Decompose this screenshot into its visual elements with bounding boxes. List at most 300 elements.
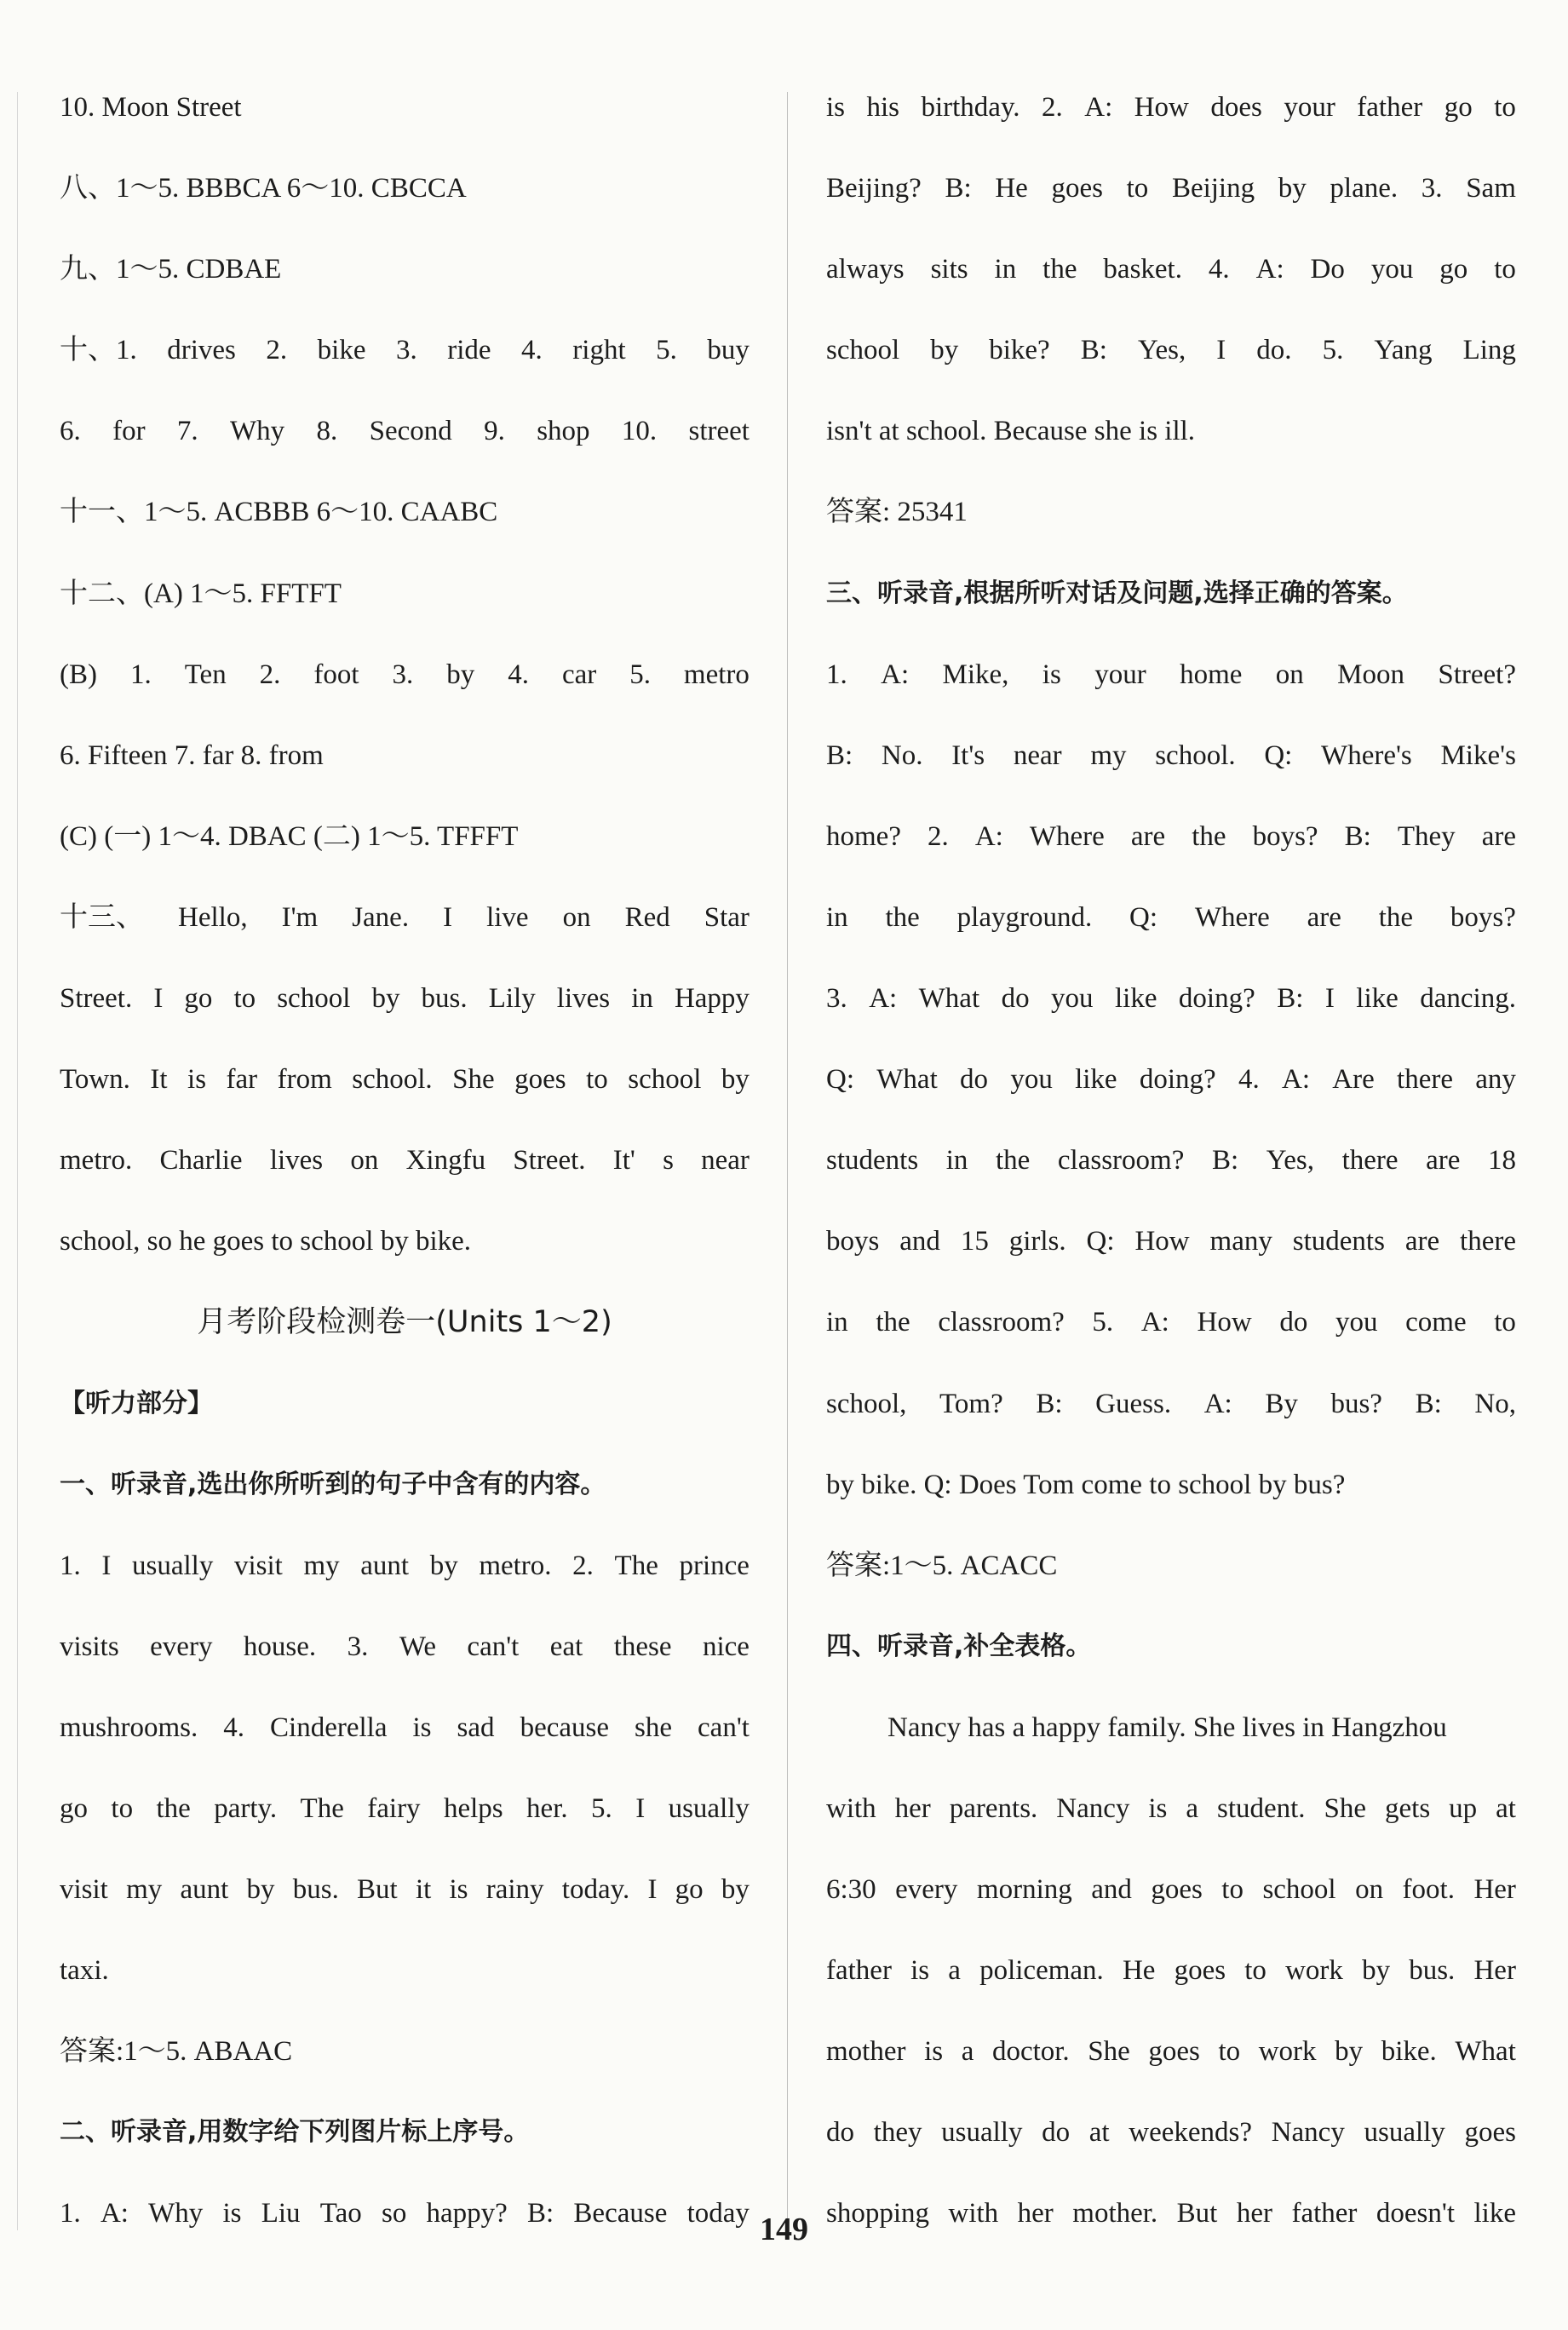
word: mother.	[1072, 2198, 1158, 2229]
word: doing?	[1139, 1064, 1216, 1096]
word: 3.	[392, 659, 414, 690]
text-line: 答案: 25341	[826, 497, 968, 528]
word: It	[150, 1064, 168, 1096]
word: his	[866, 92, 899, 123]
word: visit	[233, 1550, 283, 1581]
text-line: school, so he goes to school by bike.	[60, 1226, 472, 1257]
word: 3.	[826, 983, 847, 1015]
word: metro	[683, 659, 750, 690]
word: 7.	[176, 416, 198, 447]
word: Do	[1310, 254, 1345, 285]
word: like	[1075, 1064, 1117, 1096]
word: The	[614, 1550, 658, 1581]
word: every	[150, 1631, 213, 1662]
word: I	[153, 983, 164, 1015]
word: 5.	[1322, 335, 1344, 366]
text-line	[826, 1216, 1516, 1297]
word: house.	[243, 1631, 317, 1662]
word: birthday.	[921, 92, 1020, 123]
word: classroom?	[938, 1307, 1065, 1338]
word: Hello,	[178, 901, 248, 933]
word: go	[60, 1792, 88, 1824]
word: school	[826, 335, 900, 366]
word: bus.	[292, 1874, 339, 1906]
word: Tao	[319, 2198, 362, 2229]
word: are	[1481, 820, 1516, 852]
right-column	[826, 82, 1516, 2270]
text-line	[60, 1621, 750, 1702]
section-heading: 二、听录音,用数字给下列图片标上序号。	[60, 2117, 530, 2148]
word: How	[1197, 1307, 1252, 1338]
word: so	[381, 2198, 407, 2229]
word: by	[1362, 1955, 1391, 1987]
word: aunt	[360, 1550, 410, 1581]
word: in	[631, 983, 653, 1015]
word: work	[1285, 1955, 1343, 1987]
word: is	[924, 2036, 944, 2068]
word: in	[945, 1145, 968, 1177]
text-line	[60, 406, 750, 486]
word: is	[1148, 1792, 1168, 1824]
word: and	[1091, 1874, 1132, 1906]
word: from	[277, 1064, 332, 1096]
word: Beijing?	[826, 173, 922, 204]
text-line	[826, 1297, 1516, 1378]
text-line	[826, 2026, 1516, 2107]
word: eat	[549, 1631, 583, 1662]
text-line	[826, 82, 1516, 163]
page-number: 149	[760, 2212, 808, 2247]
word: a	[961, 2036, 974, 2068]
word: weekends?	[1129, 2117, 1253, 2149]
word: ride	[447, 335, 491, 366]
text-line	[60, 1864, 750, 1945]
text-line	[826, 649, 1516, 730]
word: by	[721, 1064, 750, 1096]
word: No,	[1474, 1388, 1516, 1419]
word: do.	[1256, 335, 1292, 366]
word: Why	[230, 416, 285, 447]
word: you	[1010, 1064, 1053, 1096]
word: We	[399, 1631, 436, 1662]
word: metro.	[60, 1145, 133, 1177]
word: I	[101, 1550, 112, 1581]
word: usually	[1364, 2117, 1445, 2149]
word: boys?	[1252, 820, 1318, 852]
word: boys	[826, 1226, 880, 1257]
word: by	[246, 1874, 275, 1906]
word: foot	[313, 659, 359, 690]
word: school,	[826, 1388, 907, 1419]
word: by	[429, 1550, 458, 1581]
word: policeman.	[979, 1955, 1104, 1987]
text-line	[60, 1540, 750, 1621]
word: they	[873, 2117, 922, 2149]
word: is	[412, 1712, 432, 1743]
word: They	[1397, 820, 1456, 852]
text-line	[60, 325, 750, 406]
word: her	[1236, 2198, 1272, 2229]
text-line	[60, 892, 750, 973]
word: student.	[1216, 1792, 1306, 1824]
word: 5.	[1092, 1307, 1114, 1338]
word: go	[675, 1874, 704, 1906]
word: She	[452, 1064, 495, 1096]
word: fairy	[367, 1792, 421, 1824]
word: Charlie	[159, 1145, 243, 1177]
word: Nancy	[1056, 1792, 1130, 1824]
word: lives	[556, 983, 611, 1015]
word: do	[1279, 1307, 1308, 1338]
text-line	[826, 892, 1516, 973]
word: helps	[443, 1792, 503, 1824]
text-line	[826, 163, 1516, 244]
word: street	[688, 416, 750, 447]
word: do	[1042, 2117, 1071, 2149]
left-column	[60, 82, 750, 2270]
word: 1.	[60, 2198, 81, 2229]
text-line	[826, 1783, 1516, 1864]
word: the	[996, 1145, 1031, 1177]
word: for	[112, 416, 146, 447]
word: the	[1042, 254, 1077, 285]
word: Q:	[1264, 739, 1293, 771]
word: B:	[945, 173, 972, 204]
word: these	[613, 1631, 672, 1662]
word: B:	[1036, 1388, 1063, 1419]
word: can't	[698, 1712, 750, 1743]
word: A:	[1255, 254, 1284, 285]
word: on	[562, 901, 591, 933]
text-line	[826, 730, 1516, 811]
word: Sam	[1466, 173, 1516, 204]
word: do	[960, 1064, 989, 1096]
word: are	[1307, 901, 1341, 933]
word: I	[1324, 983, 1335, 1015]
word: happy?	[426, 2198, 508, 2229]
word: because	[520, 1712, 609, 1743]
word: 1.	[826, 659, 847, 690]
word: bus.	[421, 983, 468, 1015]
word: school	[628, 1064, 702, 1096]
word: goes	[1464, 2117, 1516, 2149]
word: like	[1473, 2198, 1516, 2229]
word: does	[1210, 92, 1262, 123]
word: Q:	[826, 1064, 854, 1096]
word: bike	[317, 335, 366, 366]
word: 3.	[347, 1631, 369, 1662]
word: bus.	[1409, 1955, 1456, 1987]
word: my	[303, 1550, 340, 1581]
word: many	[1209, 1226, 1272, 1257]
word: to	[1126, 173, 1149, 204]
word: Cinderella	[270, 1712, 388, 1743]
word: 6.	[60, 416, 81, 447]
text-line	[60, 1783, 750, 1864]
text-line	[826, 1864, 1516, 1945]
word: today.	[561, 1874, 630, 1906]
word: foot.	[1402, 1874, 1455, 1906]
word: there	[1460, 1226, 1516, 1257]
word: Guess.	[1095, 1388, 1172, 1419]
word: 4.	[521, 335, 543, 366]
word: up	[1449, 1792, 1478, 1824]
word: your	[1284, 92, 1335, 123]
word: Her	[1473, 1874, 1516, 1906]
text-line: 十二、(A) 1～5. FFTFT	[60, 578, 342, 609]
section-heading: 【听力部分】	[60, 1388, 213, 1418]
word: 十三、	[60, 901, 144, 933]
word: she	[635, 1712, 673, 1743]
word: metro.	[479, 1550, 552, 1581]
word: shop	[537, 416, 590, 447]
word: mother	[826, 2036, 906, 2068]
word: Mike,	[942, 659, 1009, 690]
word: gets	[1385, 1792, 1431, 1824]
word: bike?	[989, 335, 1050, 366]
word: The	[300, 1792, 344, 1824]
text-line	[826, 2107, 1516, 2188]
word: by	[930, 335, 959, 366]
word: always	[826, 254, 905, 285]
word: is	[449, 1874, 468, 1906]
word: prince	[679, 1550, 750, 1581]
word: aunt	[180, 1874, 229, 1906]
word: What	[918, 983, 980, 1015]
text-line: 10. Moon Street	[60, 92, 242, 123]
word: rainy	[485, 1874, 544, 1906]
word: school.	[1155, 739, 1236, 771]
word: (B)	[60, 659, 97, 690]
word: come	[1405, 1307, 1467, 1338]
text-line: isn't at school. Because she is ill.	[826, 416, 1196, 447]
word: mushrooms.	[60, 1712, 198, 1743]
text-line: 答案:1～5. ABAAC	[60, 2036, 293, 2068]
word: at	[1496, 1792, 1516, 1824]
word: goes	[1148, 2036, 1200, 2068]
word: is	[187, 1064, 207, 1096]
word: B:	[1344, 820, 1371, 852]
word: A:	[1282, 1064, 1310, 1096]
word: Beijing	[1171, 173, 1255, 204]
word: on	[1355, 1874, 1384, 1906]
word: B:	[1415, 1388, 1442, 1419]
word: 18	[1487, 1145, 1516, 1177]
word: I'm	[281, 901, 319, 933]
text-line: 答案:1～5. ACACC	[826, 1550, 1058, 1581]
word: there	[1397, 1064, 1453, 1096]
word: Q:	[1086, 1226, 1115, 1257]
word: 3.	[395, 335, 417, 366]
word: It'	[612, 1145, 635, 1177]
word: bike.	[1381, 2036, 1437, 2068]
word: go	[184, 983, 213, 1015]
word: Mike's	[1440, 739, 1516, 771]
word: is	[910, 1955, 930, 1987]
word: every	[895, 1874, 958, 1906]
text-line	[826, 811, 1516, 892]
word: go	[1439, 254, 1468, 285]
word: 1.	[129, 659, 152, 690]
text-line	[60, 1702, 750, 1783]
word: 2.	[266, 335, 288, 366]
word: the	[1192, 820, 1226, 852]
word: goes	[514, 1064, 566, 1096]
word: are	[1130, 820, 1166, 852]
word: No.	[881, 739, 923, 771]
word: Ten	[184, 659, 227, 690]
word: car	[561, 659, 597, 690]
word: students	[826, 1145, 919, 1177]
word: 4.	[1238, 1064, 1260, 1096]
word: home?	[826, 820, 901, 852]
word: father	[1357, 92, 1423, 123]
word: Q:	[1129, 901, 1158, 933]
word: goes	[1151, 1874, 1203, 1906]
word: my	[126, 1874, 163, 1906]
word: do	[826, 2117, 854, 2149]
word: is	[1042, 659, 1061, 690]
page-edge-line	[17, 92, 18, 2230]
word: my	[1090, 739, 1127, 771]
text-line: taxi.	[60, 1955, 109, 1987]
word: Why	[148, 2198, 204, 2229]
word: buy	[707, 335, 750, 366]
word: today	[686, 2198, 750, 2229]
word: near	[1013, 739, 1062, 771]
section-heading: 三、听录音,根据所听对话及问题,选择正确的答案。	[826, 578, 1408, 608]
word: morning	[976, 1874, 1072, 1906]
word: the	[1378, 901, 1414, 933]
word: 10.	[621, 416, 658, 447]
text-line	[826, 973, 1516, 1054]
word: by	[1335, 2036, 1364, 2068]
word: Street?	[1438, 659, 1516, 690]
word: B:	[1211, 1145, 1239, 1177]
word: He	[995, 173, 1028, 204]
word: Yes,	[1137, 335, 1186, 366]
word: Are	[1332, 1064, 1375, 1096]
word: Where	[1194, 901, 1270, 933]
word: B:	[1080, 335, 1107, 366]
word: by	[446, 659, 475, 690]
word: 5.	[591, 1792, 612, 1824]
word: students	[1292, 1226, 1385, 1257]
word: work	[1258, 2036, 1317, 2068]
word: in	[994, 254, 1017, 285]
word: school	[1262, 1874, 1336, 1906]
word: her.	[526, 1792, 568, 1824]
word: Yes,	[1266, 1145, 1314, 1177]
word: He	[1122, 1955, 1156, 1987]
word: sits	[930, 254, 968, 285]
word: to	[1494, 92, 1516, 123]
word: live	[486, 901, 529, 933]
word: like	[1356, 983, 1399, 1015]
word: the	[156, 1792, 191, 1824]
word: nice	[702, 1631, 750, 1662]
word: s	[663, 1145, 674, 1177]
word: Nancy	[1271, 2117, 1345, 2149]
word: But	[357, 1874, 398, 1906]
word: far	[226, 1064, 258, 1096]
word: 6:30	[826, 1874, 876, 1906]
word: is	[222, 2198, 242, 2229]
word: to	[1218, 2036, 1241, 2068]
word: How	[1134, 1226, 1190, 1257]
section-heading: 四、听录音,补全表格。	[826, 1631, 1092, 1661]
word: 2.	[1042, 92, 1063, 123]
text-line	[60, 973, 750, 1054]
word: in	[826, 1307, 848, 1338]
word: her	[1017, 2198, 1054, 2229]
word: a	[1186, 1792, 1199, 1824]
section-heading: 一、听录音,选出你所听到的句子中含有的内容。	[60, 1469, 606, 1499]
word: visit	[60, 1874, 108, 1906]
word: do	[1001, 983, 1030, 1015]
word: her	[894, 1792, 931, 1824]
word: 2.	[572, 1550, 594, 1581]
word: 4.	[223, 1712, 245, 1743]
word: Red	[624, 901, 670, 933]
word: playground.	[956, 901, 1093, 933]
word: I	[635, 1792, 646, 1824]
word: 3.	[1421, 173, 1443, 204]
word: to	[1221, 1874, 1243, 1906]
text-line	[826, 1135, 1516, 1216]
text-line	[60, 649, 750, 730]
word: to	[586, 1064, 608, 1096]
word: I	[1216, 335, 1226, 366]
word: 5.	[656, 335, 677, 366]
word: A:	[1140, 1307, 1169, 1338]
word: A:	[881, 659, 910, 690]
word: with	[826, 1792, 876, 1824]
word: B:	[527, 2198, 554, 2229]
word: A:	[1203, 1388, 1232, 1419]
word: Town.	[60, 1064, 130, 1096]
word: classroom?	[1057, 1145, 1185, 1177]
word: boys?	[1450, 901, 1516, 933]
word: lives	[269, 1145, 324, 1177]
word: there	[1341, 1145, 1399, 1177]
word: you	[1370, 254, 1414, 285]
word: right	[572, 335, 626, 366]
word: to	[233, 983, 256, 1015]
word: Star	[704, 901, 750, 933]
word: basket.	[1103, 254, 1182, 285]
word: are	[1404, 1226, 1440, 1257]
word: to	[1494, 254, 1516, 285]
word: doing?	[1178, 983, 1255, 1015]
word: 1.	[60, 1550, 81, 1581]
word: 8.	[316, 416, 338, 447]
word: school	[277, 983, 351, 1015]
word: Moon	[1337, 659, 1404, 690]
text-line	[826, 1054, 1516, 1135]
word: are	[1426, 1145, 1461, 1177]
word: She	[1088, 2036, 1130, 2068]
text-line	[60, 1054, 750, 1135]
word: a	[948, 1955, 961, 1987]
word: can't	[467, 1631, 520, 1662]
word: Ling	[1462, 335, 1516, 366]
word: Her	[1473, 1955, 1516, 1987]
word: A:	[100, 2198, 129, 2229]
word: I	[647, 1874, 658, 1906]
word: It's	[951, 739, 985, 771]
word: Lily	[488, 983, 536, 1015]
